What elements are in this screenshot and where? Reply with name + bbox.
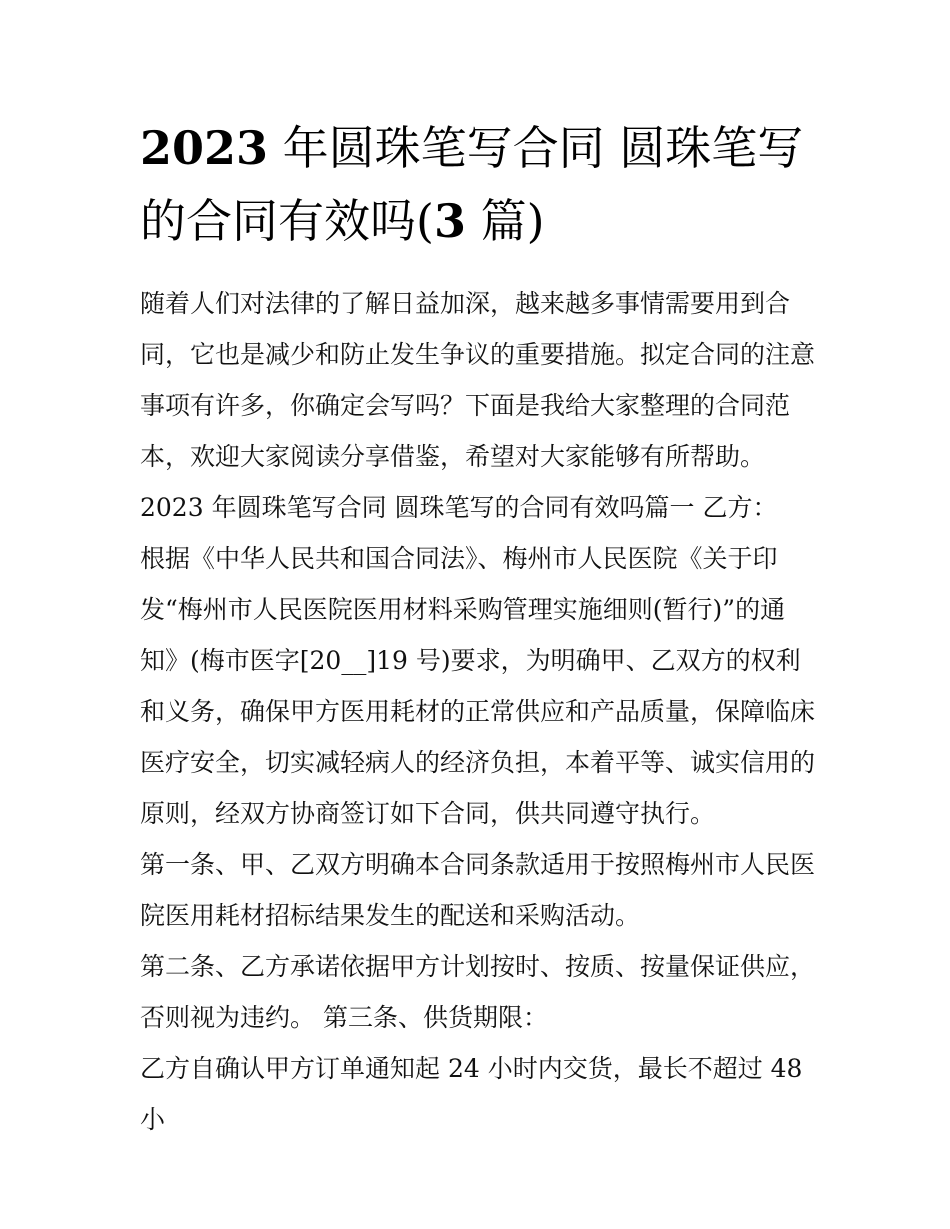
paragraph-article-1: 第一条、甲、乙双方明确本合同条款适用于按照梅州市人民医院医用耗材招标结果发生的配送和采购活动。 [140, 850, 816, 930]
title-year: 2023 [140, 121, 269, 175]
paragraph-preamble: 根据《中华人民共和国合同法》、梅州市人民医院《关于印发“梅州市人民医院医用材料采购管理实施细则(暂行)”的通知》(梅市医字[20__]19 号)要求，为明确甲、乙双方的权利和义务，确保甲方医用耗材的正常供应和产品质量，保障临床医疗安全，切实减轻病人的经济负担，本着平等、诚实信用的原则，经双方协商签订如下合同，供共同遵守执行。 [140, 544, 816, 828]
title-end: 篇) [465, 194, 545, 248]
paragraph-section-heading: 2023 年圆珠笔写合同 圆珠笔写的合同有效吗篇一 乙方： [140, 493, 778, 522]
document-body [140, 278, 820, 1145]
document-title [140, 112, 820, 258]
paragraph-intro: 随着人们对法律的了解日益加深，越来越多事情需要用到合同，它也是减少和防止发生争议的重要措施。拟定合同的注意事项有许多，你确定会写吗？下面是我给大家整理的合同范本，欢迎大家阅读分享借鉴，希望对大家能够有所帮助。 [140, 289, 816, 471]
paragraph-article-3-detail: 乙方自确认甲方订单通知起 24 小时内交货，最长不超过 48 小 [140, 1054, 803, 1134]
title-main: 年圆珠笔写合同 圆珠笔写的合同有效吗( [140, 121, 804, 248]
paragraph-article-2: 第二条、乙方承诺依据甲方计划按时、按质、按量保证供应，否则视为违约。 第三条、供货期限： [140, 952, 816, 1032]
title-count: 3 [433, 194, 466, 248]
